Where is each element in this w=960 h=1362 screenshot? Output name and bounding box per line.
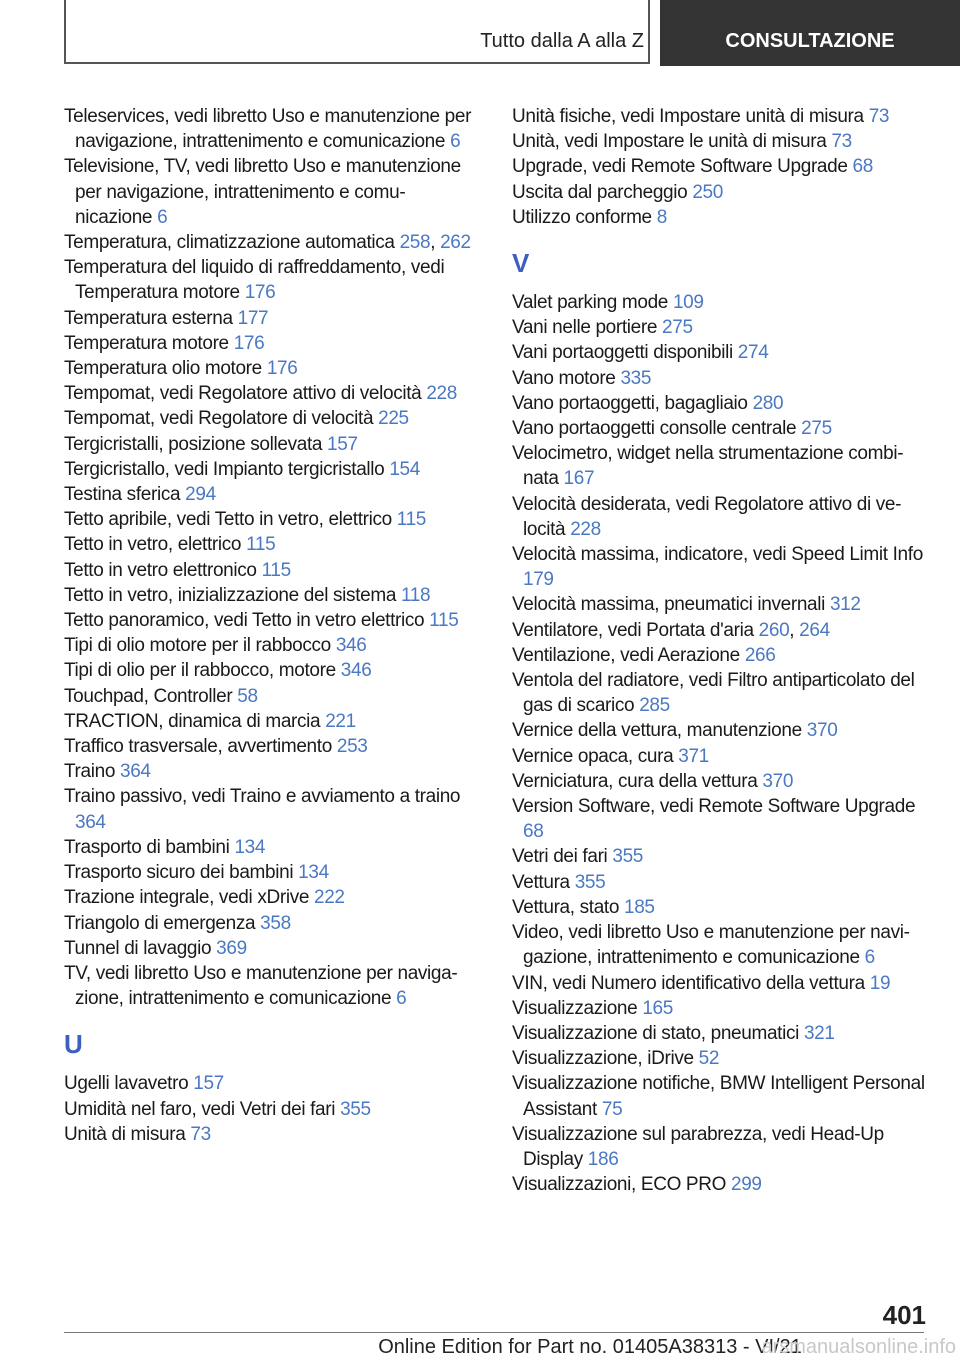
page-reference-link[interactable]: 299 [731, 1174, 762, 1196]
index-entry-term: Teleservices, vedi libretto Uso e manutenzione per navigazione, intrattenimento e comunicazione [64, 106, 472, 153]
index-entry-term: Testina sferica [64, 484, 181, 506]
index-entry [512, 870, 926, 895]
index-entry [512, 542, 926, 592]
index-entry-term: Vano portaoggetti consolle centrale [512, 418, 797, 440]
page-reference-link[interactable]: 157 [327, 433, 358, 455]
index-entry-term: Visualizzazione di stato, pneumatici [512, 1022, 799, 1044]
index-entry [512, 769, 926, 794]
page-reference-link[interactable]: 6 [396, 988, 407, 1010]
index-entry [512, 844, 926, 869]
index-entry-term: Unità fisiche, vedi Impostare unità di misura [512, 106, 864, 127]
index-entry-term: Temperatura esterna [64, 307, 233, 329]
index-entry-term: Tetto in vetro elettronico [64, 559, 257, 581]
index-entry-term: Triangolo di emergenza [64, 912, 256, 934]
page-reference-link[interactable]: 253 [336, 736, 368, 758]
page-separator: , [789, 619, 800, 641]
index-entry [512, 366, 926, 391]
index-entry [512, 180, 926, 205]
index-entry [64, 331, 476, 356]
index-entry [64, 1122, 476, 1147]
page-reference-link[interactable]: 364 [120, 761, 151, 783]
page-reference-link[interactable]: 355 [612, 846, 644, 868]
index-entry-term: Tempomat, vedi Regolatore di velocità [64, 408, 374, 430]
index-entry [512, 416, 926, 441]
page-reference-link[interactable]: 274 [737, 342, 769, 364]
index-entry [64, 911, 476, 936]
index-column-left [64, 104, 476, 1147]
index-entry [512, 154, 926, 179]
index-entry-term: Temperatura olio motore [64, 358, 262, 380]
index-entry [64, 759, 476, 784]
page-reference-link[interactable]: 280 [752, 392, 784, 414]
index-entry-term: Vettura, stato [512, 896, 620, 918]
index-entry [512, 895, 926, 920]
page-reference-link[interactable]: 109 [672, 292, 704, 314]
index-entry-term: Trazione integrale, vedi xDrive [64, 887, 310, 909]
page-reference-link[interactable]: 222 [314, 887, 345, 909]
index-entry-term: Traino [64, 761, 116, 783]
page-reference-link[interactable]: 371 [678, 745, 709, 767]
page-reference-link[interactable]: 225 [378, 408, 409, 430]
index-entry [64, 684, 476, 709]
index-entry-term: Upgrade, vedi Remote Software Upgrade [512, 156, 848, 178]
page-reference-link[interactable]: 275 [662, 317, 693, 339]
page-reference-link[interactable]: 134 [298, 862, 329, 884]
page-reference-link[interactable]: 134 [234, 836, 266, 858]
index-entry-term: Vano portaoggetti, bagagliaio [512, 392, 748, 414]
page-reference-link[interactable]: 52 [698, 1048, 720, 1070]
footer-divider [64, 1332, 924, 1333]
page-reference-link[interactable]: 179 [523, 569, 554, 591]
index-entry-term: Vani nelle portiere [512, 317, 658, 339]
index-entry [64, 558, 476, 583]
page-reference-link[interactable]: 335 [620, 367, 652, 389]
page-reference-link[interactable]: 369 [216, 937, 247, 959]
page-reference-link[interactable]: 355 [340, 1098, 371, 1120]
page-reference-link[interactable]: 370 [762, 770, 794, 792]
index-entry [64, 255, 476, 305]
page-reference-link[interactable]: 154 [389, 458, 420, 480]
page-reference-link[interactable]: 294 [185, 484, 216, 506]
page-reference-link[interactable]: 250 [692, 181, 723, 203]
page-reference-link[interactable]: 258 [399, 232, 431, 254]
index-entry [512, 1071, 926, 1121]
page-reference-link[interactable]: 355 [574, 871, 606, 893]
index-entry-term: Tipi di olio motore per il rabbocco [64, 635, 331, 657]
index-entry [64, 306, 476, 331]
page-reference-link[interactable]: 262 [440, 232, 471, 254]
index-entry [64, 482, 476, 507]
index-entry-term: Ventola del radiatore, vedi Filtro antiparticolato del gas di scarico [512, 670, 915, 717]
index-entry-term: Velocità massima, indicatore, vedi Speed Limit Info [512, 544, 923, 566]
index-letter-heading: U [64, 1029, 83, 1060]
index-entry-term: Tergicristallo, vedi Impianto tergicristallo [64, 458, 385, 480]
index-entry-term: Unità, vedi Impostare le unità di misura [512, 131, 827, 153]
page-reference-link[interactable]: 260 [758, 619, 790, 641]
index-entry [64, 381, 476, 406]
index-entry-term: Velocità massima, pneumatici invernali [512, 594, 826, 616]
page-reference-link[interactable]: 6 [157, 206, 168, 228]
index-entry [64, 936, 476, 961]
page-reference-link[interactable]: 312 [829, 594, 861, 616]
page-reference-link[interactable]: 176 [266, 358, 298, 380]
index-entry [512, 1046, 926, 1071]
page-reference-link[interactable]: 321 [803, 1022, 835, 1044]
index-entry [512, 996, 926, 1021]
page-reference-link[interactable]: 157 [193, 1073, 224, 1095]
index-entry [512, 340, 926, 365]
index-entry [64, 154, 476, 230]
page-reference-link[interactable]: 358 [260, 912, 291, 934]
index-entry-term: Tetto in vetro, elettrico [64, 534, 242, 556]
index-entry-term: Vetri dei fari [512, 846, 608, 868]
index-entry-term: Vano motore [512, 367, 616, 389]
page-reference-link[interactable]: 68 [523, 821, 544, 843]
index-entry [512, 618, 926, 643]
page-reference-link[interactable]: 115 [261, 559, 291, 581]
page-number: 401 [882, 1300, 926, 1330]
page-reference-link[interactable]: 8 [656, 206, 667, 228]
index-entry [64, 583, 476, 608]
index-entry-term: Temperatura, climatizzazione automatica [64, 232, 395, 254]
index-entry [512, 592, 926, 617]
index-entry-term: VIN, vedi Numero identificativo della vettura [512, 972, 865, 994]
index-entry [64, 432, 476, 457]
index-entry [64, 961, 476, 1011]
page-reference-link[interactable]: 6 [450, 131, 461, 153]
index-entry [512, 205, 926, 230]
page-reference-link[interactable]: 364 [75, 811, 106, 833]
page-reference-link[interactable]: 228 [426, 383, 457, 405]
index-entry-term: Trasporto sicuro dei bambini [64, 862, 294, 884]
index-entry [512, 1172, 926, 1197]
index-entry [512, 794, 926, 844]
index-entry-term: Traffico trasversale, avvertimento [64, 736, 332, 758]
index-entry [64, 1071, 476, 1096]
index-entry [512, 668, 926, 718]
index-entry [512, 971, 926, 996]
index-entry-term: Valet parking mode [512, 292, 668, 314]
index-entry [512, 920, 926, 970]
page-reference-link[interactable]: 346 [335, 635, 367, 657]
index-entry-term: Ventilatore, vedi Portata d'aria [512, 619, 754, 641]
index-entry-term: Uscita dal parcheggio [512, 181, 688, 203]
index-entry-term: Velocimetro, widget nella strumentazione combinata [512, 443, 904, 490]
index-entry-term: Vernice opaca, cura [512, 745, 674, 767]
page-reference-link[interactable]: 6 [864, 947, 875, 969]
index-entry-term: Visualizzazione, iDrive [512, 1048, 694, 1070]
index-entry [512, 718, 926, 743]
page-reference-link[interactable]: 165 [642, 997, 673, 1019]
page-reference-link[interactable]: 73 [190, 1123, 211, 1145]
page-reference-link[interactable]: 221 [325, 710, 356, 732]
index-entry-term: Video, vedi libretto Uso e manutenzione per navigazione, intrattenimento e comunicazione [512, 922, 910, 969]
index-entry [512, 104, 926, 129]
page-reference-link[interactable]: 75 [601, 1098, 623, 1120]
index-entry [64, 608, 476, 633]
page-reference-link[interactable]: 228 [570, 518, 601, 540]
index-entry [512, 1122, 926, 1172]
index-entry-term: TV, vedi libretto Uso e manutenzione per navigazione, intrattenimento e comunicazione [64, 962, 458, 1010]
page-reference-link[interactable]: 58 [237, 685, 258, 707]
index-entry-term: Temperatura del liquido di raffreddamento, vedi Temperatura motore [64, 257, 445, 304]
header-section-title: Tutto dalla A alla Z [480, 30, 644, 52]
index-entry-term: Tetto in vetro, inizializzazione del sistema [64, 584, 397, 606]
page-reference-link[interactable]: 264 [799, 619, 830, 641]
index-letter-heading: V [512, 248, 530, 279]
index-entry-term: Unità di misura [64, 1123, 186, 1145]
index-entry-term: Tipi di olio per il rabbocco, motore [64, 660, 336, 682]
page-reference-link[interactable]: 370 [806, 720, 838, 742]
index-entry [64, 356, 476, 381]
page-reference-link[interactable]: 73 [831, 131, 852, 153]
page-reference-link[interactable]: 346 [340, 660, 372, 682]
index-column-right [512, 104, 926, 1197]
index-entry-term: Temperatura motore [64, 332, 229, 354]
footer-edition: Online Edition for Part no. 01405A38313 - VI/21 [378, 1336, 802, 1358]
index-entry-term: Tetto apribile, vedi Tetto in vetro, elettrico [64, 509, 392, 531]
index-entry [512, 1021, 926, 1046]
index-entry [64, 709, 476, 734]
index-entry [64, 507, 476, 532]
index-entry-term: Tempomat, vedi Regolatore attivo di velocità [64, 383, 422, 405]
index-entry-term: Visualizzazioni, ECO PRO [512, 1174, 727, 1196]
index-entry-term: Visualizzazione [512, 997, 638, 1019]
index-entry [64, 784, 476, 834]
page-reference-link[interactable]: 118 [400, 584, 431, 606]
index-entry-term: Verniciatura, cura della vettura [512, 770, 758, 792]
page-reference-link[interactable]: 185 [624, 896, 655, 918]
index-entry-term: Vettura [512, 871, 570, 893]
index-entry-term: Traino passivo, vedi Traino e avviamento a traino [64, 786, 461, 808]
page-reference-link[interactable]: 115 [429, 610, 459, 632]
index-entry [64, 835, 476, 860]
index-entry [64, 1097, 476, 1122]
index-entry-term: Ugelli lavavetro [64, 1073, 189, 1095]
page-reference-link[interactable]: 285 [639, 695, 670, 717]
page-reference-link[interactable]: 275 [801, 418, 832, 440]
page-reference-link[interactable]: 73 [868, 106, 890, 127]
page-reference-link[interactable]: 167 [563, 468, 595, 490]
index-entry [64, 406, 476, 431]
index-entry-term: Trasporto di bambini [64, 836, 230, 858]
header-chapter-tab: CONSULTAZIONE [660, 0, 960, 66]
index-entry-term: Vernice della vettura, manutenzione [512, 720, 802, 742]
page-reference-link[interactable]: 68 [852, 156, 873, 178]
page-reference-link[interactable]: 176 [233, 332, 265, 354]
index-entry-term: Velocità desiderata, vedi Regolatore attivo di velocità [512, 493, 902, 540]
page-header [0, 0, 960, 68]
index-entry [64, 532, 476, 557]
index-entry-term: Tunnel di lavaggio [64, 937, 212, 959]
index-entry-term: Ventilazione, vedi Aerazione [512, 644, 740, 666]
index-entry [512, 129, 926, 154]
index-entry-term: Televisione, TV, vedi libretto Uso e manutenzione per navigazione, intrattenimento e comunicazione [64, 156, 461, 228]
page-reference-link[interactable]: 176 [244, 282, 276, 304]
page-separator: , [430, 232, 441, 254]
index-entry [64, 658, 476, 683]
footer-watermark: arsmanualsonline.info [761, 1336, 956, 1358]
index-entry [512, 744, 926, 769]
index-entry [512, 391, 926, 416]
index-entry [512, 315, 926, 340]
index-entry-term: Tergicristalli, posizione sollevata [64, 433, 323, 455]
page-reference-link[interactable]: 177 [237, 307, 269, 329]
page-reference-link[interactable]: 266 [744, 644, 776, 666]
index-entry [512, 643, 926, 668]
index-entry-term: TRACTION, dinamica di marcia [64, 710, 321, 732]
index-entry [512, 290, 926, 315]
index-entry [64, 230, 476, 255]
page-reference-link[interactable]: 115 [246, 534, 276, 556]
page-reference-link[interactable]: 19 [869, 972, 891, 994]
index-entry-term: Touchpad, Controller [64, 685, 233, 707]
index-entry-term: Visualizzazione sul parabrezza, vedi Head-Up Display [512, 1123, 884, 1170]
index-entry-term: Tetto panoramico, vedi Tetto in vetro elettrico [64, 610, 425, 632]
index-entry [64, 104, 476, 154]
index-entry-term: Vani portaoggetti disponibili [512, 342, 733, 364]
index-entry [64, 633, 476, 658]
page-reference-link[interactable]: 186 [587, 1148, 619, 1170]
index-entry-term: Utilizzo conforme [512, 206, 652, 228]
page-reference-link[interactable]: 115 [396, 509, 427, 531]
index-entry [64, 885, 476, 910]
index-entry [512, 492, 926, 542]
index-entry-term: Umidità nel faro, vedi Vetri dei fari [64, 1098, 336, 1120]
index-entry [64, 734, 476, 759]
index-entry-term: Version Software, vedi Remote Software Upgrade [512, 796, 916, 818]
index-entry-term: Visualizzazione notifiche, BMW Intelligent Personal Assistant [512, 1073, 925, 1120]
index-entry [512, 441, 926, 491]
index-entry [64, 457, 476, 482]
index-entry [64, 860, 476, 885]
